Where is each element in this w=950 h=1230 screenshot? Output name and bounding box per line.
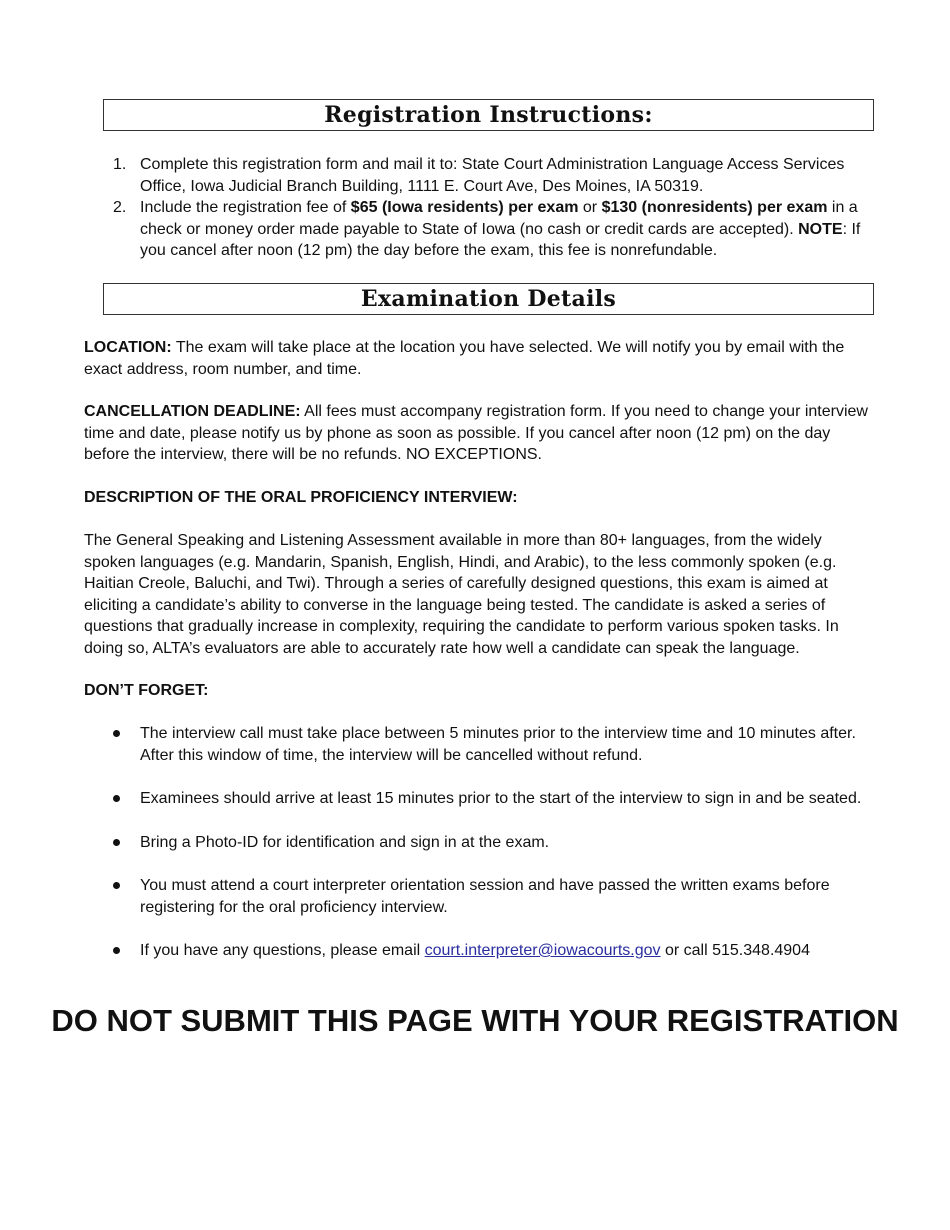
list-item xyxy=(103,875,883,918)
bullet-icon xyxy=(113,730,120,737)
reminder-text: You must attend a court interpreter orientation session and have passed the written exams before registering for the oral proficiency interview. xyxy=(140,877,830,916)
registration-instructions-heading: Registration Instructions: xyxy=(103,99,874,131)
registration-step xyxy=(103,154,883,197)
cancellation-label: CANCELLATION DEADLINE: xyxy=(84,403,301,420)
location-label: LOCATION: xyxy=(84,339,172,356)
reminder-text: Examinees should arrive at least 15 minutes prior to the start of the interview to sign in and be seated. xyxy=(140,790,862,807)
bullet-icon xyxy=(113,882,120,889)
contact-phone-text: or call 515.348.4904 xyxy=(660,942,810,959)
contact-text: If you have any questions, please email xyxy=(140,942,425,959)
step-number: 1. xyxy=(113,156,127,173)
list-item xyxy=(103,832,883,854)
description-paragraph: The General Speaking and Listening Assessment available in more than 80+ languages, from the widely spoken languages (e.g. Mandarin, Spanish, English, Hindi, and Arabic), to the less commonly spoken (e.g. Haitian Creole, Baluchi, and Twi). Through a series of carefully designed questions, this exam is aimed at eliciting a candidate’s ability to converse in the language being tested. The candidate is asked a series of questions that gradually increase in complexity, requiring the candidate to perform various spoken tasks. In doing so, ALTA’s evaluators are able to accurately rate how well a candidate can speak the language. xyxy=(84,532,839,657)
registration-steps-list xyxy=(103,154,883,262)
location-text: The exam will take place at the location you have selected. We will notify you by email with the exact address, room number, and time. xyxy=(84,339,845,378)
bullet-icon xyxy=(113,947,120,954)
email-link[interactable]: court.interpreter@iowacourts.gov xyxy=(424,942,661,959)
reminder-text: The interview call must take place between 5 minutes prior to the interview time and 10 minutes after. After this window of time, the interview will be cancelled without refund. xyxy=(140,725,856,764)
step-text: in a check or money order made payable to State of Iowa (no cash or credit cards are accepted). xyxy=(140,199,858,238)
list-item xyxy=(103,940,883,962)
cancellation-text: All fees must accompany registration form. If you need to change your interview time and date, please notify us by phone as soon as possible. If you cancel after noon (12 pm) on the day before the interview, there will be no refunds. NO EXCEPTIONS. xyxy=(84,403,868,463)
note-text: : If you cancel after noon (12 pm) the day before the exam, this fee is nonrefundable. xyxy=(140,220,861,259)
step-text: Include the registration fee of xyxy=(140,199,351,216)
list-item xyxy=(103,723,883,766)
cancellation-paragraph xyxy=(84,401,874,466)
fee-nonresidents: $130 (nonresidents) per exam xyxy=(601,199,828,216)
note-label: NOTE xyxy=(798,220,843,238)
location-paragraph xyxy=(84,337,874,380)
reminder-text: Bring a Photo-ID for identification and sign in at the exam. xyxy=(140,833,550,851)
examination-details-heading: Examination Details xyxy=(103,283,874,315)
step-text: or xyxy=(578,199,602,216)
description-heading-text: DESCRIPTION OF THE ORAL PROFICIENCY INTERVIEW: xyxy=(84,489,518,506)
reminder-list xyxy=(103,723,883,984)
dont-forget-heading-text: DON’T FORGET: xyxy=(84,682,209,699)
list-item xyxy=(103,788,883,810)
do-not-submit-notice: DO NOT SUBMIT THIS PAGE WITH YOUR REGISTRATION xyxy=(51,1003,899,1038)
step-number: 2. xyxy=(113,199,127,216)
description-heading xyxy=(84,487,874,509)
fee-iowa-residents: $65 (Iowa residents) per exam xyxy=(350,199,579,216)
bullet-icon xyxy=(113,795,120,802)
step-text: Complete this registration form and mail it to: State Court Administration Language Access Services Office, Iowa Judicial Branch Building, 1111 E. Court Ave, Des Moines, IA 50319. xyxy=(140,156,845,195)
dont-forget-heading xyxy=(84,680,874,702)
bullet-icon xyxy=(113,839,120,846)
registration-step xyxy=(103,197,883,262)
